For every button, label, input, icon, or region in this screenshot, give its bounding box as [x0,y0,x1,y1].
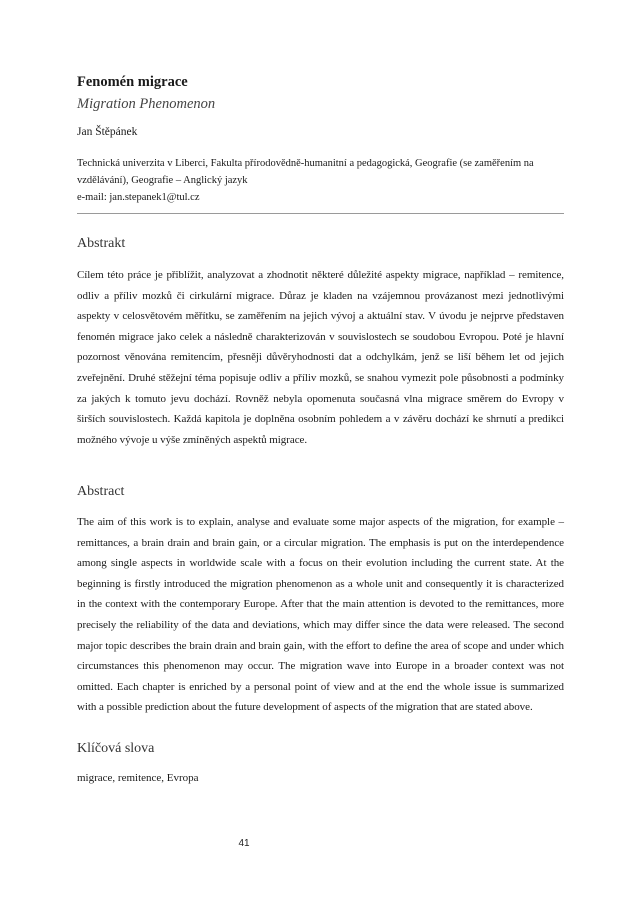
header-divider [77,213,564,214]
author-name: Jan Štěpánek [77,126,138,138]
keywords-heading: Klíčová slova [77,741,155,756]
author-affiliation: Technická univerzita v Liberci, Fakulta přírodovědně-humanitní a pedagogická, Geografie (se zaměřením na vzdělávání), Geografie – Anglický jazyk [77,158,534,186]
abstrakt-heading: Abstrakt [77,236,126,251]
author-email: e-mail: jan.stepanek1@tul.cz [77,192,200,203]
paper-title: Fenomén migrace [77,74,188,90]
abstract-heading: Abstract [77,484,125,499]
keywords-text: migrace, remitence, Evropa [77,772,199,784]
paper-subtitle: Migration Phenomenon [77,96,216,112]
abstract-text: The aim of this work is to explain, analyse and evaluate some major aspects of the migration, for example – remittances, a brain drain and brain gain, or a circular migration. The emphasis is put on the interdependence among single aspects in worldwide scale with a focus on their evolution including the current state. At the beginning is firstly introduced the migration phenomenon as a whole unit and consequently it is characterized in the context with the contemporary Europe. After that the main attention is devoted to the remittances, more precisely the reliability of the data and deviations, which may differ since the data were released. The second major topic describes the brain drain and brain gain, with the effort to define the area of scope and under which circumstances this phenomenon may occur. The migration wave into Europe in a broader context was not omitted. Each chapter is enriched by a personal point of view and at the end the whole issue is summarized with a possible prediction about the future development of aspects of the migration that are stated above. [77,516,564,714]
abstrakt-text: Cílem této práce je přiblížit, analyzovat a zhodnotit některé důležité aspekty migrace, například – remitence, odliv a příliv mozků či cirkulární migrace. Důraz je kladen na vzájemnou provázanost mezi jednotlivými aspekty v celosvětovém měřítku, se zaměřením na jejich vývoj a aktuální stav. V úvodu je nejprve představen fenomén migrace jako celek a následně charakterizován v souvislostech se soudobou Evropou. Poté je hlavní pozornost věnována remitencím, přesněji důvěryhodnosti dat a odchylkám, jenž se liší během let od jejich zveřejnění. Druhé stěžejní téma popisuje odliv a příliv mozků, se snahou vymezit pole působnosti a podmínky za jakých k tomuto jevu dochází. Rovněž nebyla opomenuta současná vlna migrace směrem do Evropy v širších souvislostech. Každá kapitola je doplněna osobním pohledem a v závěru dochází ke shrnutí a predikci možného vývoje u výše zmíněných aspektů migrace. [77,269,564,446]
page-number: 41 [238,838,250,849]
